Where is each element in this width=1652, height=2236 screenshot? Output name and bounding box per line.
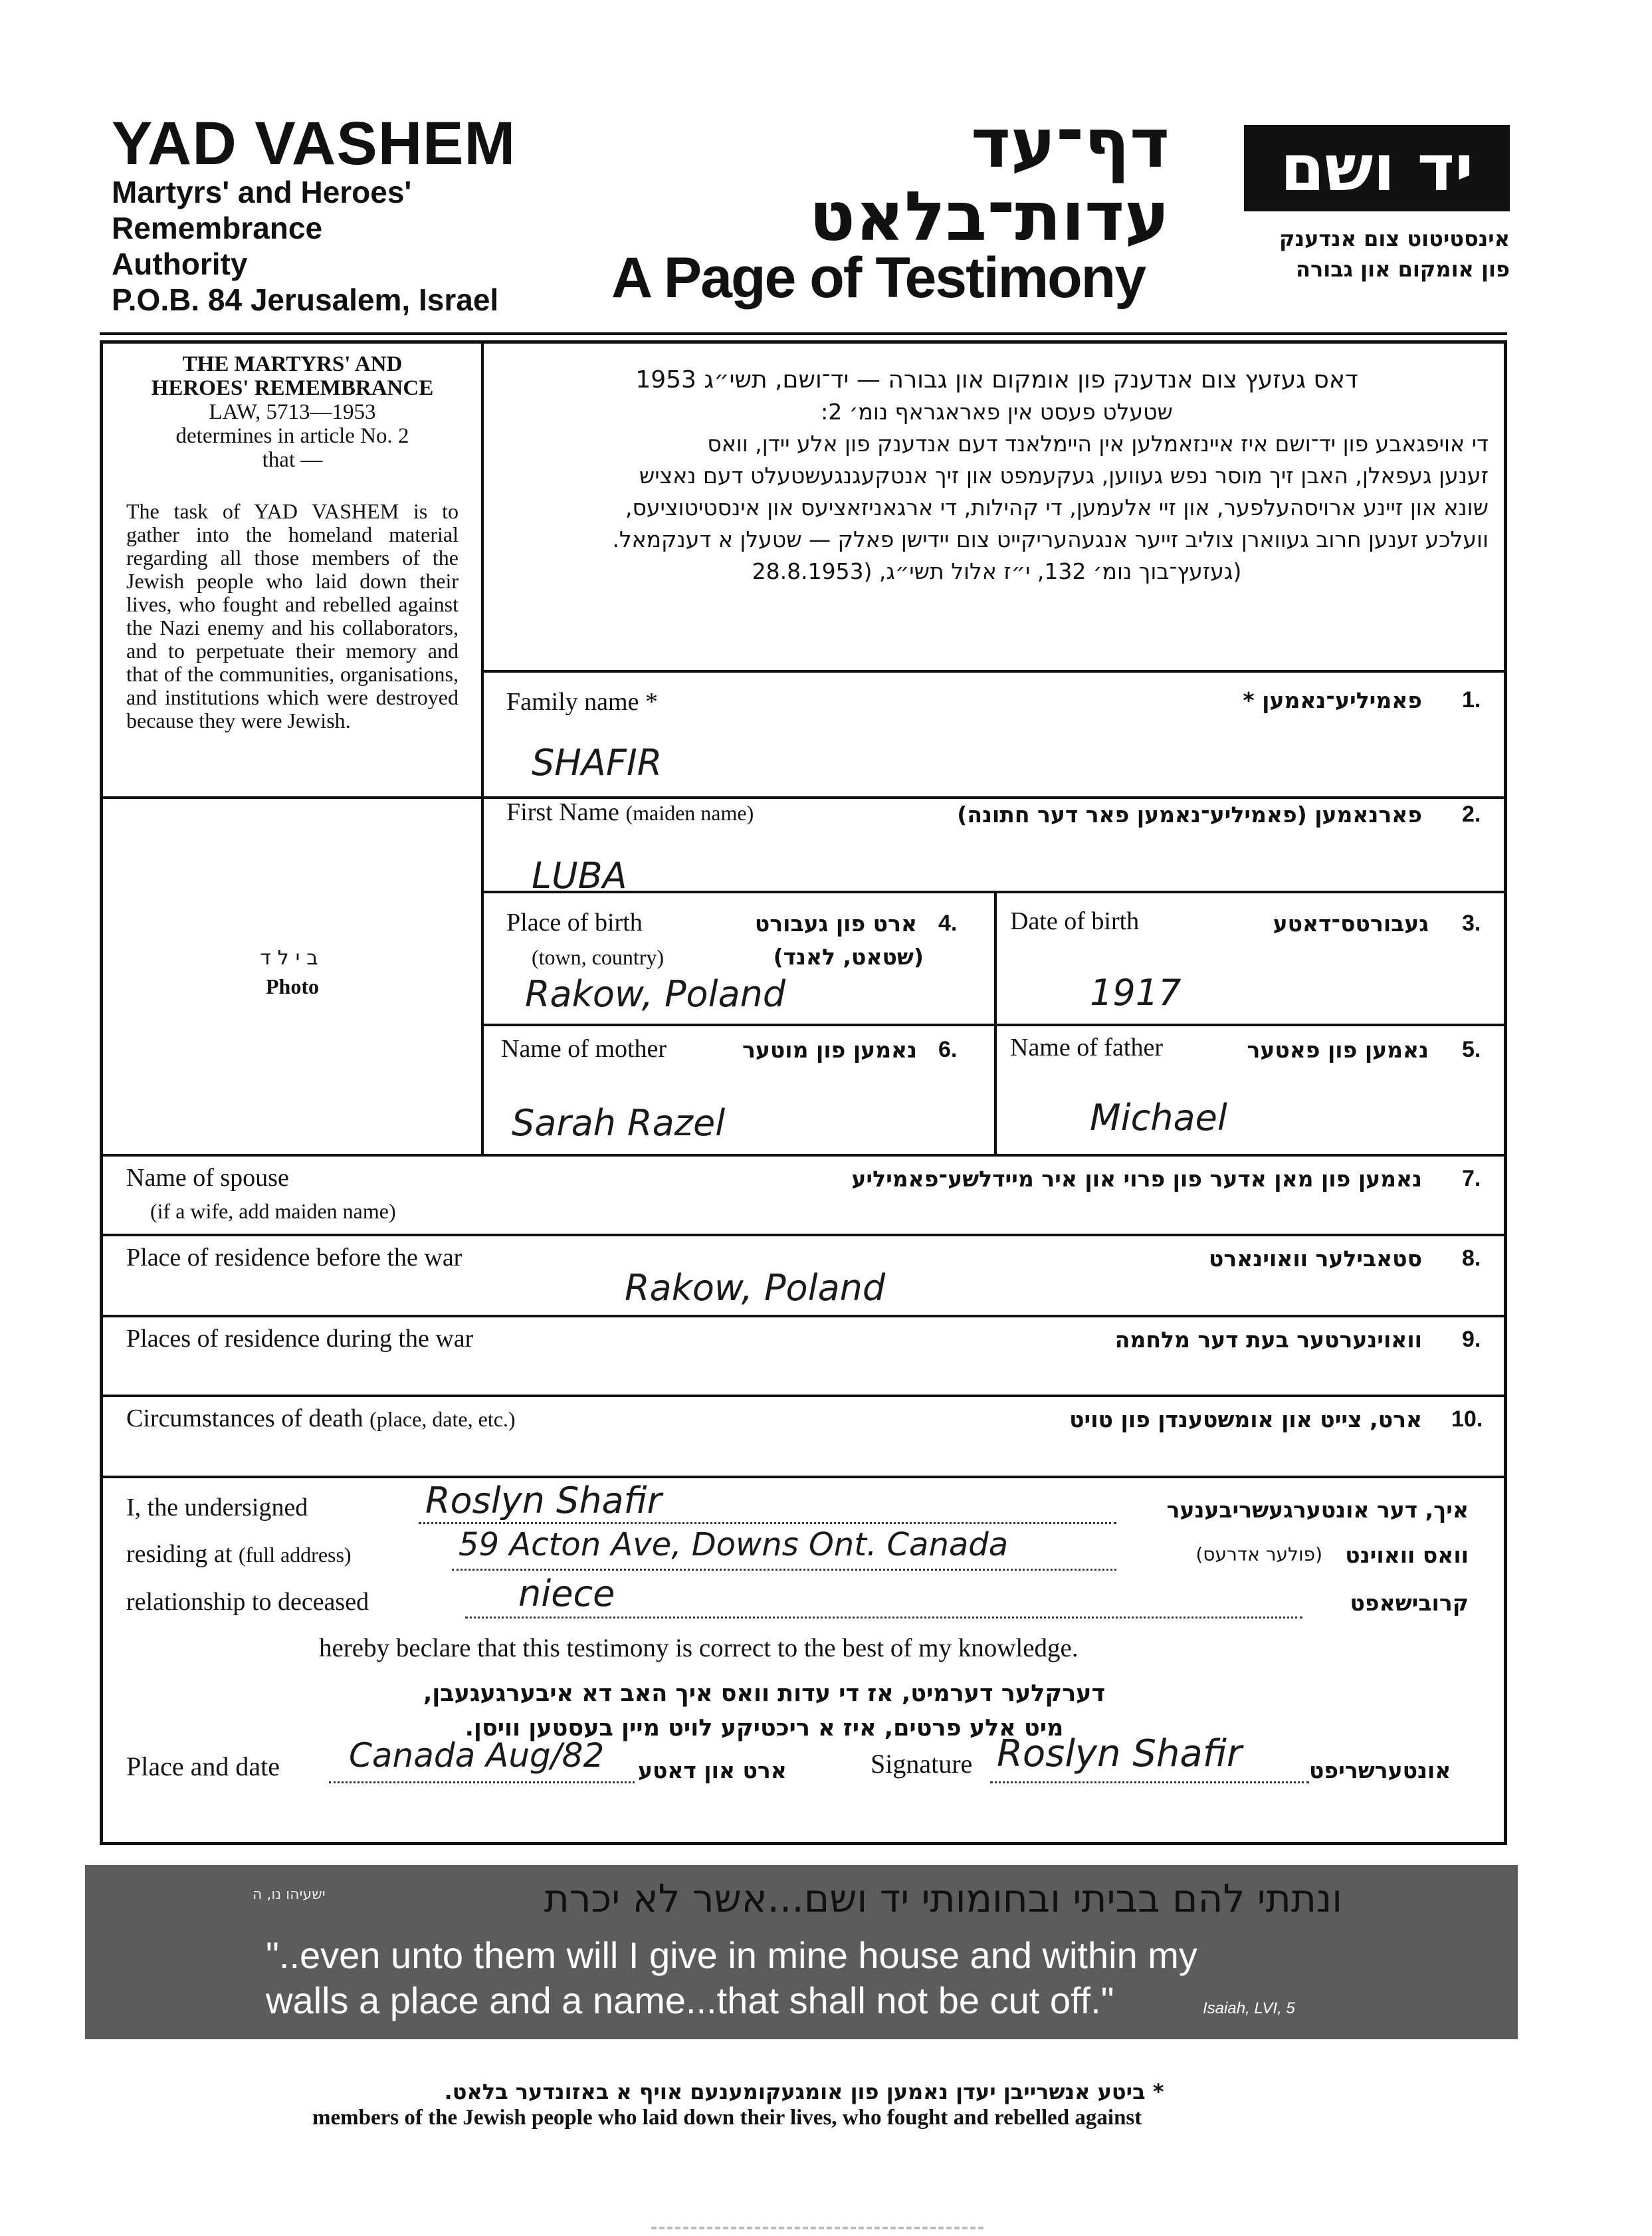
undersigned-label: I, the undersigned [126, 1494, 308, 1521]
residence-before-heb-label: סטאבילער וואוינארט [1209, 1246, 1422, 1272]
mid-divider [994, 891, 997, 1155]
yiddish-title-line-2: עדות־בלאט [809, 177, 1170, 257]
field-number: 1. [1462, 687, 1481, 713]
dotted-line [419, 1522, 1116, 1524]
yiddish-law-ref: (געזעץ־בוך נומ׳ 132, י״ז אלול תשי״ג, (28.8.1953 [752, 558, 1242, 584]
father-name-value[interactable]: Michael [1090, 1097, 1227, 1139]
death-label-text: Circumstances of death [126, 1404, 363, 1432]
yiddish-law-line: וועלכע זענען חרוב געווארן צוליב זייער אנגעהעריקייט צום יידישן פאלק — שטעלן א דענקמאל. [612, 526, 1489, 552]
relationship-value[interactable]: niece [518, 1573, 615, 1615]
field-number: 5. [1462, 1037, 1481, 1062]
field-number: 8. [1462, 1246, 1481, 1271]
residing-heb-small: (פולער אדרעס) [1195, 1543, 1322, 1565]
death-label-small: (place, date, etc.) [369, 1407, 516, 1431]
photo-yiddish-label: בילד [260, 947, 325, 970]
declaration-heb-line: דערקלער דערמיט, אז די עדות וואס איך האב דא איבערגעגעבן, [423, 1680, 1106, 1707]
logo-subtitle [1223, 223, 1510, 284]
residing-heb-label: וואס וואוינט [1345, 1542, 1469, 1568]
footnote-hebrew: * ביטע אנשרייבן יעדן נאמען פון אומגעקומענעם אויף א באזונדער בלאט. [444, 2079, 1164, 2104]
residing-label-small: (full address) [238, 1543, 352, 1567]
father-name-label: Name of father [1010, 1034, 1163, 1062]
relationship-label: relationship to deceased [126, 1588, 369, 1616]
family-name-heb-label: פאמיליע־נאמען * [1243, 687, 1422, 713]
first-name-label-text: First Name [506, 798, 619, 826]
first-name-heb-label: פארנאמען (פאמיליע־נאמען פאר דער חתונה) [957, 802, 1422, 828]
yad-vashem-logo: יד ושם [1244, 125, 1510, 211]
place-date-heb-label: ארט און דאטע [638, 1757, 787, 1783]
page-title: A Page of Testimony [611, 246, 1146, 310]
residence-during-label: Places of residence during the war [126, 1325, 474, 1353]
yiddish-law-line: די אויפגאבע פון יד־ושם איז איינזאמלען אין היימלאנד דעם אנדענק פון אלע יידן, וואס [707, 431, 1489, 457]
org-line: Martyrs' and Heroes' [112, 175, 412, 209]
law-heading-line: THE MARTYRS' AND [182, 352, 403, 376]
mother-name-heb-label: נאמען פון מוטער [742, 1037, 917, 1063]
law-heading-line: that — [262, 448, 323, 472]
place-date-label: Place and date [126, 1751, 280, 1781]
footnote-english: members of the Jewish people who laid down their lives, who fought and rebelled against [312, 2106, 1142, 2130]
family-name-value[interactable]: SHAFIR [532, 742, 663, 784]
law-box-rule [100, 796, 482, 799]
place-date-value[interactable]: Canada Aug/82 [349, 1736, 605, 1775]
org-address: P.O.B. 84 Jerusalem, Israel [112, 282, 499, 317]
signature-label: Signature [871, 1749, 973, 1779]
mother-name-value[interactable]: Sarah Razel [512, 1102, 726, 1144]
banner-english-line: walls a place and a name...that shall not be cut off." [266, 1979, 1114, 2021]
place-of-birth-heb-label: ארט פון געבורט [754, 911, 917, 937]
spouse-label: Name of spouse [126, 1164, 289, 1192]
first-name-value[interactable]: LUBA [532, 855, 627, 897]
declaration-text: hereby beclare that this testimony is correct to the best of my knowledge. [319, 1634, 1079, 1662]
left-column-divider [481, 340, 484, 1155]
field-number: 9. [1462, 1327, 1481, 1352]
top-rule [100, 332, 1507, 335]
father-name-heb-label: נאמען פון פאטער [1247, 1037, 1429, 1063]
field-number: 10. [1451, 1406, 1483, 1432]
field-number: 2. [1462, 802, 1481, 827]
undersigned-name-value[interactable]: Roslyn Shafir [425, 1480, 662, 1521]
residing-label [126, 1539, 352, 1569]
rule [100, 1234, 1507, 1236]
residence-before-value[interactable]: Rakow, Poland [625, 1267, 886, 1309]
banner-hebrew-ref: ישעיהו נו, ה [253, 1886, 326, 1903]
date-of-birth-value[interactable]: 1917 [1090, 972, 1182, 1014]
banner-english-quote [266, 1933, 1197, 2023]
place-of-birth-label: Place of birth [506, 909, 643, 937]
dotted-line [452, 1569, 1116, 1571]
logo-subtitle-line: אינסטיטוט צום אנדענק [1279, 226, 1510, 251]
death-label [126, 1404, 516, 1434]
org-name: YAD VASHEM [112, 110, 516, 177]
law-body: The task of YAD VASHEM is to gather into the homeland material regarding all those members of the Jewish people who laid down their lives, who fought and rebelled against the Nazi enemy and his collaborators, and to perpetuate their memory and that of the communities, organisations, and institutions which were destroyed because they were Jewish. [126, 499, 459, 732]
residence-before-label: Place of residence before the war [126, 1244, 463, 1272]
yiddish-law-sub: שטעלט פעסט אין פאראגראף נומ׳ 2: [821, 399, 1173, 425]
spouse-heb-label: נאמען פון מאן אדער פון פרוי און איר מיידלשע־פאמיליע [851, 1166, 1422, 1192]
field-number: 4. [938, 911, 958, 936]
signature-heb-label: אונטערשריפט [1309, 1757, 1451, 1783]
field-number: 7. [1462, 1166, 1481, 1191]
place-of-birth-value[interactable]: Rakow, Poland [525, 973, 786, 1015]
signature-value[interactable]: Roslyn Shafir [997, 1732, 1242, 1775]
field-number: 3. [1462, 911, 1481, 936]
address-value[interactable]: 59 Acton Ave, Downs Ont. Canada [459, 1526, 1009, 1563]
first-name-label [506, 798, 754, 828]
yiddish-law-heading: דאס געזעץ צום אנדענק פון אומקום און גבורה — יד־ושם, תשי״ג 1953 [635, 366, 1358, 393]
photo-label: Photo [266, 974, 319, 998]
law-heading-line: HEROES' REMEMBRANCE [151, 376, 434, 400]
rule [481, 670, 1507, 673]
org-details [112, 174, 498, 318]
org-line: Authority [112, 247, 248, 281]
family-name-label: Family name * [506, 688, 658, 716]
date-of-birth-heb-label: געבורטס־דאטע [1273, 911, 1429, 937]
undersigned-heb-label: איך, דער אונטערגעשריבענער [1166, 1497, 1469, 1523]
law-heading-line: determines in article No. 2 [175, 424, 409, 448]
law-heading [106, 352, 478, 472]
yiddish-law-text [505, 364, 1489, 588]
rule [100, 1476, 1507, 1478]
death-heb-label: ארט, צייט און אומשטענדן פון טויט [1069, 1406, 1422, 1432]
spouse-small-label: (if a wife, add maiden name) [150, 1199, 396, 1223]
first-name-label-small: (maiden name) [625, 801, 754, 825]
place-of-birth-small-label: (town, country) [532, 945, 665, 969]
org-line: Remembrance [112, 211, 323, 245]
dotted-line [329, 1781, 635, 1783]
field-number: 6. [938, 1037, 958, 1062]
yiddish-title-line-1: דף־עד [970, 104, 1170, 183]
rule [100, 1395, 1507, 1397]
banner-hebrew-quote: ונתתי להם בביתי ובחומותי יד ושם...אשר לא יכרת [544, 1876, 1342, 1921]
residing-label-text: residing at [126, 1540, 233, 1568]
law-heading-line: LAW, 5713—1953 [209, 400, 376, 424]
residence-during-heb-label: וואוינערטער בעת דער מלחמה [1114, 1327, 1422, 1353]
banner-ref: Isaiah, LVI, 5 [1203, 1999, 1295, 2017]
relationship-heb-label: קרובישאפט [1350, 1590, 1469, 1616]
cut-line [651, 2227, 983, 2229]
banner-english-line: "..even unto them will I give in mine house and within my [266, 1934, 1197, 1976]
dotted-line [465, 1617, 1302, 1619]
declaration-heb-line: מיט אלע פרטים, איז א ריכטיקע לויט מיין בעסטען וויסן. [465, 1715, 1064, 1741]
dotted-line [990, 1781, 1309, 1783]
rule [100, 1154, 1507, 1157]
mother-name-label: Name of mother [501, 1035, 667, 1063]
yiddish-law-line: זענען געפאלן, האבן זיך מוסר נפש געווען, געקעמפט און זיך אנטקעגנגעשטעלט דעם נאציש [639, 463, 1489, 489]
place-of-birth-heb-small: (שטאט, לאנד) [773, 944, 924, 970]
logo-subtitle-line: פון אומקום און גבורה [1295, 257, 1510, 282]
date-of-birth-label: Date of birth [1010, 907, 1140, 935]
yiddish-title [731, 104, 1170, 257]
yiddish-law-line: שונא און זיינע ארויסהעלפער, און זיי אלעמען, די קהילות, די ארגאניזאציעס און אינסטיטוציעס, [625, 495, 1489, 520]
rule [100, 1315, 1507, 1317]
